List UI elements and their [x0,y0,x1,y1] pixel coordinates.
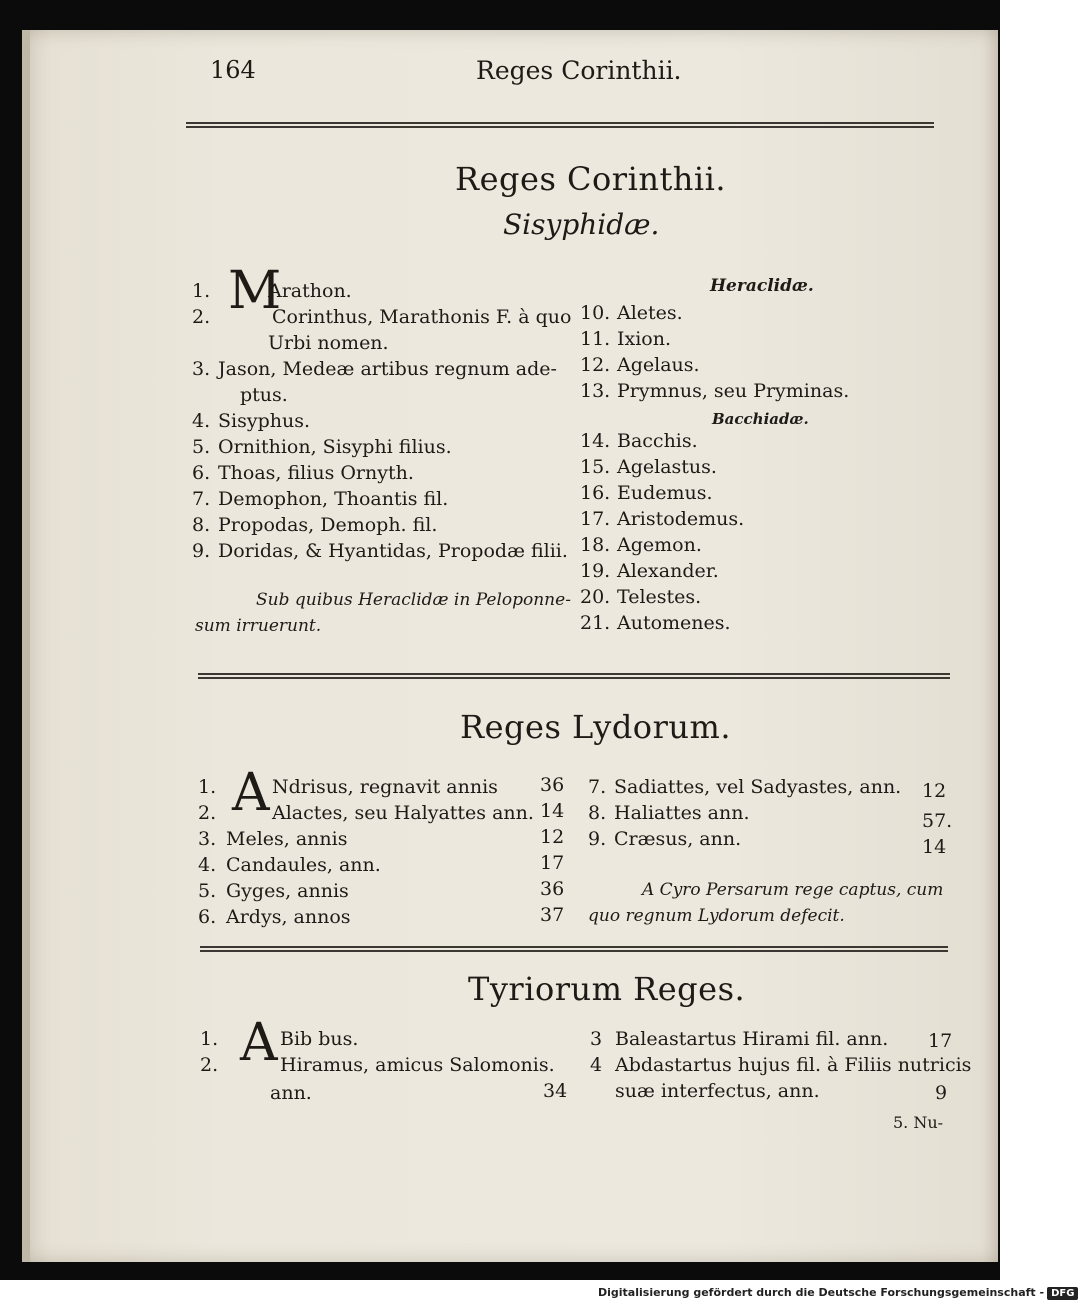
note-cyro-line2: quo regnum Lydorum defecit. [588,906,845,926]
list-entry: Meles, annis [226,828,348,850]
list-number: 3. [192,358,211,380]
drop-cap-a-tyriorum: A [240,1013,278,1073]
list-number: 15. [580,456,611,478]
list-entry: Demophon, Thoantis fil. [218,488,449,510]
tyriorum-right-continuation: suæ interfectus, ann. [615,1080,820,1102]
list-number: 6. [198,906,217,928]
list-number: 1. [192,280,211,302]
regnal-years: 14 [922,836,947,858]
header-rule [186,122,934,128]
list-number: 14. [580,430,611,452]
list-number: 10. [580,302,611,324]
page-number: 164 [210,56,256,84]
note-cyro-line1: A Cyro Persarum rege captus, cum [642,880,944,900]
footer-text: Digitalisierung gefördert durch die Deutsche Forschungsgemeinschaft - [598,1286,1045,1299]
list-entry: Propodas, Demoph. fil. [218,514,438,536]
list-entry: Sadiattes, vel Sadyastes, ann. [614,776,902,798]
section-title-lydorum: Reges Lydorum. [460,708,731,746]
list-entry: Sisyphus. [218,410,311,432]
list-entry: Baleastartus Hirami fil. ann. [615,1028,889,1050]
note-heraclidae-line2: sum irruerunt. [195,616,322,636]
regnal-years: 36 [540,878,565,900]
footer-credit [598,1286,1078,1300]
list-number: 5. [198,880,217,902]
regnal-years: 17 [928,1030,953,1052]
tyriorum-right-value: 9 [935,1082,948,1104]
list-entry: Thoas, filius Ornyth. [218,462,414,484]
list-entry: Telestes. [617,586,702,608]
list-entry: Alexander. [617,560,719,582]
regnal-years: 37 [540,904,565,926]
list-number: 9. [192,540,211,562]
drop-cap-m: M [228,261,282,321]
section2-rule [200,946,948,952]
list-number: 7. [192,488,211,510]
list-entry: Agelaus. [617,354,700,376]
tyriorum-left-value: 34 [543,1080,568,1102]
heading-bacchiadae: Bacchiadæ. [712,410,809,428]
list-number: 21. [580,612,611,634]
list-entry: Cræsus, ann. [614,828,742,850]
list-number: 12. [580,354,611,376]
list-number: 13. [580,380,611,402]
list-entry: Urbi nomen. [268,332,389,354]
list-entry: Hiramus, amicus Salomonis. [280,1054,555,1076]
running-head: Reges Corinthii. [476,56,682,85]
catchword: 5. Nu- [893,1113,944,1132]
list-number: 20. [580,586,611,608]
list-entry: Candaules, ann. [226,854,381,876]
list-entry: Aristodemus. [617,508,745,530]
section-title-tyriorum: Tyriorum Reges. [468,970,746,1008]
section-title-corinthii: Reges Corinthii. [455,160,727,198]
list-number: 8. [588,802,607,824]
list-number: 3 [590,1028,603,1050]
tyriorum-left-continuation: ann. [270,1082,312,1104]
list-number: 1. [198,776,217,798]
list-entry: Arathon. [268,280,352,302]
regnal-years: 17 [540,852,565,874]
list-number: 1. [200,1028,219,1050]
list-entry: Aletes. [617,302,683,324]
list-entry: Prymnus, seu Pryminas. [617,380,850,402]
section-subtitle-sisyphidae: Sisyphidæ. [503,208,660,241]
list-entry: Ardys, annos [226,906,351,928]
list-entry: Agemon. [617,534,702,556]
list-number: 9. [588,828,607,850]
list-number: 2. [198,802,217,824]
list-entry: Abdastartus hujus fil. à Filiis nutricis [615,1054,972,1076]
dfg-logo-icon: DFG [1047,1287,1078,1300]
list-number: 7. [588,776,607,798]
list-entry: Corinthus, Marathonis F. à quo [272,306,572,328]
section1-rule [198,673,950,679]
list-entry: Ixion. [617,328,672,350]
drop-cap-a-lydorum: A [232,763,270,823]
list-number: 2. [200,1054,219,1076]
regnal-years: 36 [540,774,565,796]
list-number: 19. [580,560,611,582]
list-entry: Bib bus. [280,1028,359,1050]
list-entry: Alactes, seu Halyattes ann. [272,802,534,824]
list-number: 6. [192,462,211,484]
list-entry: Bacchis. [617,430,698,452]
list-number: 3. [198,828,217,850]
regnal-years: 14 [540,800,565,822]
heading-heraclidae: Heraclidæ. [710,276,814,296]
list-entry: Jason, Medeæ artibus regnum ade- [218,358,557,380]
list-number: 16. [580,482,611,504]
list-number: 5. [192,436,211,458]
regnal-years: 12 [922,780,947,802]
list-entry: Eudemus. [617,482,713,504]
list-number: 17. [580,508,611,530]
list-entry: Agelastus. [617,456,717,478]
list-entry: Haliattes ann. [614,802,750,824]
list-entry: Gyges, annis [226,880,349,902]
list-number: 4 [590,1054,603,1076]
list-number: 4. [198,854,217,876]
list-entry: Automenes. [617,612,731,634]
list-entry: ptus. [240,384,288,406]
list-number: 11. [580,328,611,350]
list-number: 18. [580,534,611,556]
list-number: 4. [192,410,211,432]
list-number: 2. [192,306,211,328]
list-entry: Doridas, & Hyantidas, Propodæ filii. [218,540,568,562]
page-edge [22,30,30,1262]
note-heraclidae-line1: Sub quibus Heraclidæ in Peloponne- [256,590,571,610]
list-entry: Ndrisus, regnavit annis [272,776,498,798]
list-number: 8. [192,514,211,536]
regnal-years: 57. [922,810,953,832]
list-entry: Ornithion, Sisyphi filius. [218,436,452,458]
regnal-years: 12 [540,826,565,848]
